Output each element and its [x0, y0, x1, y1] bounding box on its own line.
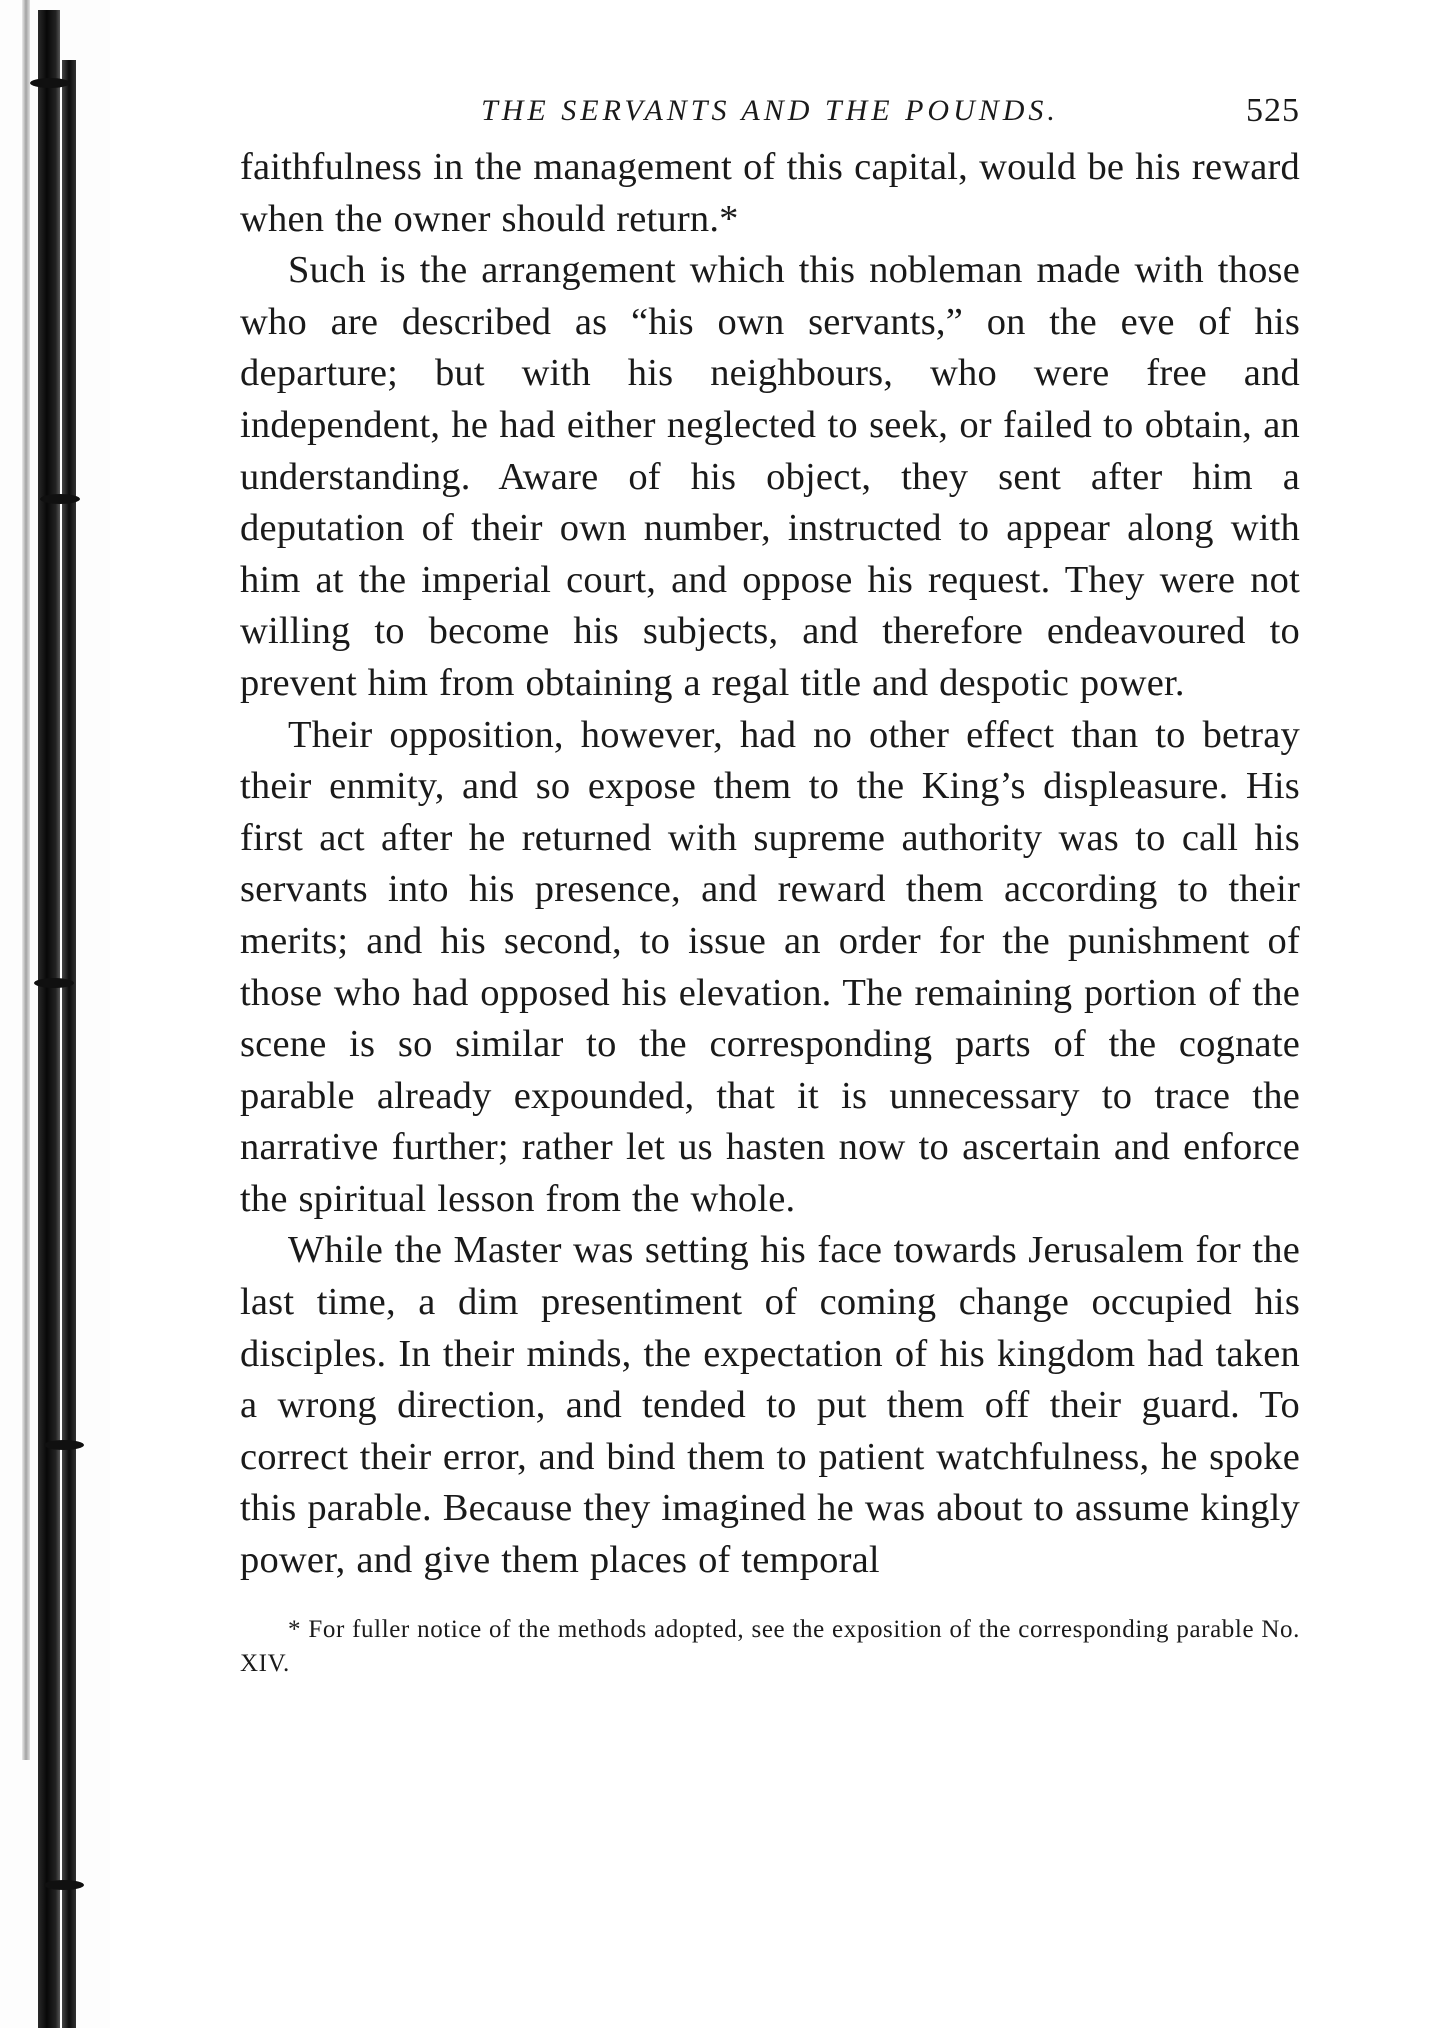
- page-header: [240, 88, 1300, 142]
- paragraph: Such is the arrangement which this nobleman made with those who are described as “his own servants,” on the eve of his departure; but with his neighbours, who were free and independent, he had either neglected to seek, or failed to obtain, an understanding. Aware of his object, they sent after him a deputation of their own number, instructed to appear along with him at the imperial court, and oppose his request. They were not willing to become his subjects, and therefore endeavoured to prevent him from obtaining a regal title and despotic power.: [240, 249, 1300, 704]
- binding-strip: [38, 10, 60, 2028]
- binding-strip-inner: [62, 60, 76, 2028]
- book-page: [240, 88, 1300, 1681]
- running-title: THE SERVANTS AND THE POUNDS.: [481, 94, 1059, 127]
- binding-mark: [30, 78, 70, 88]
- binding-mark: [44, 1440, 84, 1450]
- binding-mark: [40, 494, 80, 504]
- binding-shadow: [22, 0, 30, 1760]
- paragraph: faithfulness in the management of this capital, would be his reward when the owner should return.*: [240, 146, 1300, 240]
- binding-mark: [34, 978, 74, 988]
- binding-edge: [0, 0, 110, 2028]
- paragraph: While the Master was setting his face towards Jerusalem for the last time, a dim presentiment of coming change occupied his disciples. In their minds, the expectation of his kingdom had taken a wrong direction, and tended to put them off their guard. To correct their error, and bind them to patient watchfulness, he spoke this parable. Because they imagined he was about to assume kingly power, and give them places of temporal: [240, 1229, 1300, 1582]
- binding-mark: [44, 1880, 84, 1890]
- paragraph: Their opposition, however, had no other effect than to betray their enmity, and so expose them to the King’s displeasure. His first act after he returned with supreme authority was to call his servants into his presence, and reward them according to their merits; and his second, to issue an order for the punishment of those who had opposed his elevation. The remaining portion of the scene is so similar to the corresponding parts of the cognate parable already expounded, that it is unnecessary to trace the narrative further; rather let us hasten now to ascertain and enforce the spiritual lesson from the whole.: [240, 713, 1300, 1220]
- page-number: 525: [1246, 92, 1300, 129]
- footnote: * For fuller notice of the methods adopted, see the exposition of the corresponding parable No. XIV.: [240, 1615, 1300, 1677]
